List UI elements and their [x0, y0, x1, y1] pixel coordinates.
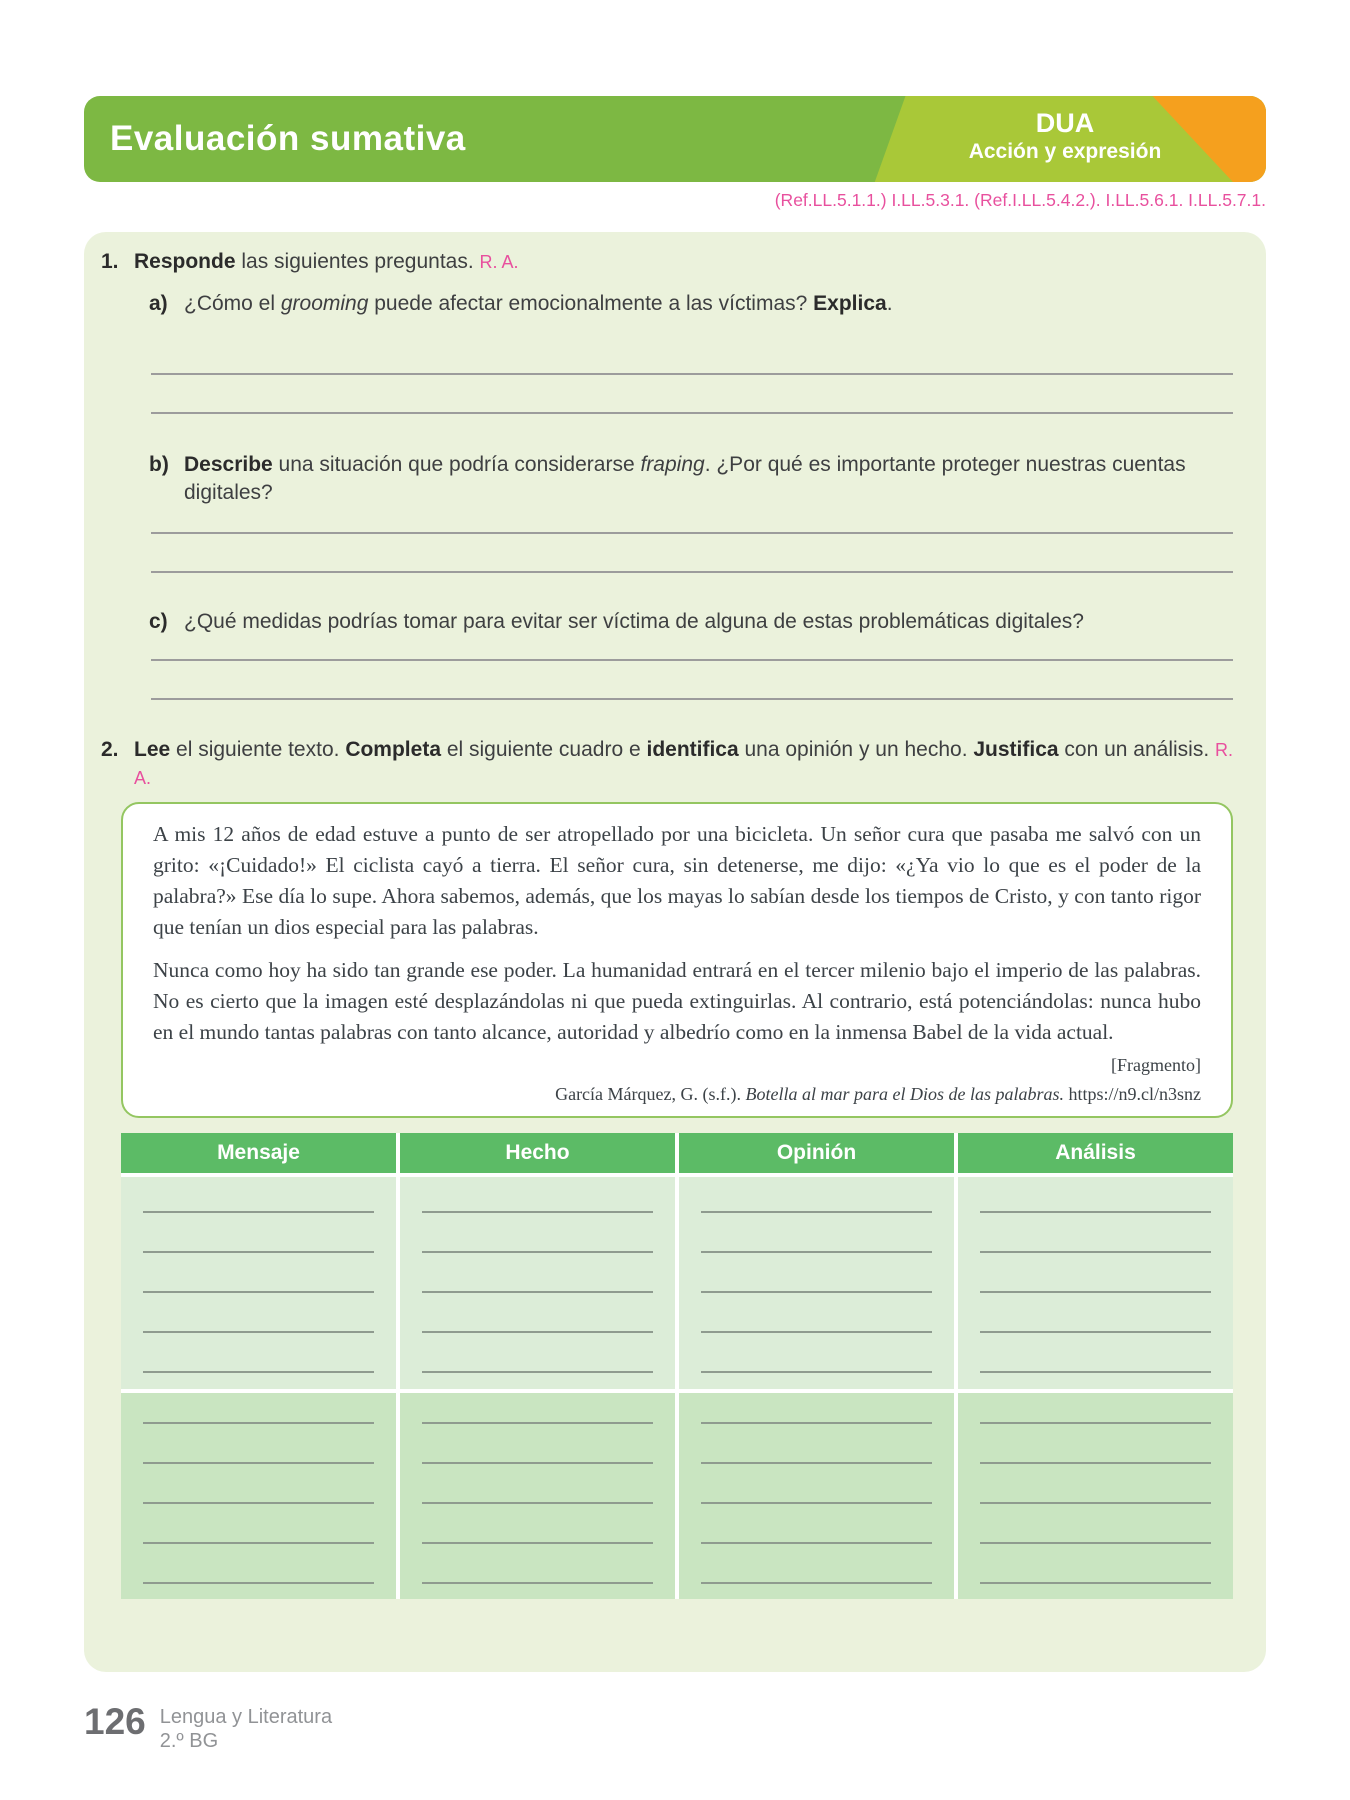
table-cell-row2-opinión [679, 1393, 954, 1599]
curriculum-references: (Ref.LL.5.1.1.) I.LL.5.3.1. (Ref.I.LL.5.4.2.). I.LL.5.6.1. I.LL.5.7.1. [774, 190, 1266, 210]
text-segment: ¿Cómo el [184, 292, 281, 315]
question-1a [149, 290, 1233, 318]
page-title: Evaluación sumativa [110, 119, 466, 158]
passage-paragraph-1: A mis 12 años de edad estuve a punto de ser atropellado por una bicicleta. Un señor cura que pasaba me salvó con un grito: «¡Cuidado!» El ciclista cayó a tierra. El señor cura, sin detenerse, me dijo: «¿Ya vio lo que es el poder de la palabra?» Ese día lo supe. Ahora sabemos, además, que los mayas lo sabían desde los tiempos de Cristo, y con tanto rigor que tenían un dios especial para las palabras. [153, 822, 1201, 939]
question-1c [149, 608, 1233, 636]
table-cell-row1-mensaje [121, 1177, 396, 1389]
text-segment: el siguiente cuadro e [441, 738, 647, 761]
text-segment: R. A. [134, 740, 1234, 788]
writing-line [422, 1177, 653, 1213]
writing-line [151, 375, 1233, 414]
writing-line [701, 1504, 932, 1544]
dua-sublabel: Acción y expresión [968, 140, 1162, 163]
analysis-table [121, 1133, 1233, 1599]
writing-line [980, 1253, 1211, 1293]
text-segment: García Márquez, G. (s.f.). [555, 1084, 746, 1104]
writing-line [980, 1213, 1211, 1253]
text-segment: R. A. [479, 252, 519, 272]
question-1 [101, 248, 1233, 276]
writing-line [143, 1293, 374, 1333]
table-cell-row1-opinión [679, 1177, 954, 1389]
text-segment: grooming [280, 292, 369, 315]
question-1c-label: c) [149, 610, 168, 633]
writing-line [980, 1293, 1211, 1333]
writing-line [143, 1253, 374, 1293]
dua-label: DUA [1035, 108, 1095, 138]
text-segment: fraping [640, 453, 705, 476]
text-segment: Completa [345, 738, 441, 761]
table-header-opinión: Opinión [679, 1133, 954, 1173]
writing-line [422, 1293, 653, 1333]
question-1b-label: b) [149, 453, 169, 476]
writing-line [980, 1544, 1211, 1584]
writing-line [701, 1213, 932, 1253]
writing-line [143, 1504, 374, 1544]
writing-line [980, 1424, 1211, 1464]
passage-paragraph-2: Nunca como hoy ha sido tan grande ese poder. La humanidad entrará en el tercer milenio bajo el imperio de las palabras. No es cierto que la imagen esté desplazándolas ni que pueda extinguirlas. Al contrario, está potenciándolas: nunca hubo en el mundo tantas palabras con tanto alcance, autoridad y albedrío como en la inmensa Babel de la vida actual. [153, 958, 1201, 1044]
writing-line [143, 1424, 374, 1464]
book-grade: 2.º BG [159, 1730, 219, 1752]
writing-line [701, 1464, 932, 1504]
text-segment: Botella al mar para el Dios de las palabras. [745, 1084, 1064, 1104]
writing-line [701, 1177, 932, 1213]
writing-line [422, 1424, 653, 1464]
table-header-mensaje: Mensaje [121, 1133, 396, 1173]
text-segment: el siguiente texto. [170, 738, 346, 761]
writing-line [701, 1424, 932, 1464]
content-panel [84, 232, 1266, 1672]
text-segment: ¿Qué medidas podrías tomar para evitar ser víctima de alguna de estas problemáticas digitales? [184, 610, 1084, 633]
text-segment: las siguientes preguntas. [241, 250, 480, 273]
text-segment: identifica [646, 738, 739, 761]
dua-badge [915, 108, 1215, 165]
question-1a-answer-area [151, 336, 1233, 414]
writing-line [701, 1333, 932, 1373]
writing-line [980, 1177, 1211, 1213]
text-segment: . ¿Por qué es importante proteger nuestras cuentas digitales? [184, 453, 1186, 504]
table-cell-row1-hecho [400, 1177, 675, 1389]
table-cell-row2-mensaje [121, 1393, 396, 1599]
book-info [160, 1703, 332, 1753]
question-1a-text [184, 290, 1233, 318]
table-header-análisis: Análisis [958, 1133, 1233, 1173]
question-1b-text [184, 451, 1233, 507]
writing-line [422, 1464, 653, 1504]
writing-line [980, 1333, 1211, 1373]
writing-line [143, 1333, 374, 1373]
text-segment: Responde [134, 250, 242, 273]
writing-line [422, 1213, 653, 1253]
question-1c-text [184, 608, 1233, 636]
text-segment: una opinión y un hecho. [738, 738, 974, 761]
text-segment: una situación que podría considerarse [272, 453, 641, 476]
text-segment: Explica [813, 292, 887, 315]
writing-line [980, 1393, 1211, 1424]
writing-line [701, 1544, 932, 1584]
table-header-hecho: Hecho [400, 1133, 675, 1173]
writing-line [143, 1177, 374, 1213]
writing-line [701, 1253, 932, 1293]
text-segment: Describe [184, 453, 273, 476]
page-number: 126 [84, 1701, 146, 1742]
writing-line [422, 1544, 653, 1584]
text-segment: puede afectar emocionalmente a las víctimas? [368, 292, 814, 315]
fragment-label: [Fragmento] [1111, 1055, 1201, 1075]
reading-passage [121, 802, 1233, 1118]
writing-line [151, 661, 1233, 700]
writing-line [980, 1464, 1211, 1504]
text-segment: con un análisis. [1058, 738, 1216, 761]
text-segment: . [886, 292, 893, 315]
table-cell-row2-análisis [958, 1393, 1233, 1599]
question-1-text [134, 248, 1233, 276]
question-2-number: 2. [101, 738, 119, 761]
question-2-text [134, 736, 1233, 792]
writing-line [143, 1213, 374, 1253]
question-1-number: 1. [101, 250, 119, 273]
writing-line [422, 1504, 653, 1544]
source-citation [153, 1083, 1201, 1106]
writing-line [143, 1464, 374, 1504]
table-cell-row2-hecho [400, 1393, 675, 1599]
question-1a-label: a) [149, 292, 168, 315]
question-1b [149, 451, 1233, 507]
writing-line [422, 1333, 653, 1373]
text-segment: https://n9.cl/n3snz [1064, 1084, 1201, 1104]
writing-line [422, 1393, 653, 1424]
writing-line [701, 1293, 932, 1333]
writing-line [701, 1393, 932, 1424]
table-cell-row1-análisis [958, 1177, 1233, 1389]
writing-line [143, 1544, 374, 1584]
writing-line [151, 336, 1233, 375]
writing-line [143, 1393, 374, 1424]
writing-line [422, 1253, 653, 1293]
writing-line [980, 1504, 1211, 1544]
book-subject: Lengua y Literatura [159, 1706, 333, 1728]
writing-line [151, 534, 1233, 573]
text-segment: Justifica [973, 738, 1059, 761]
question-2 [101, 736, 1233, 792]
text-segment: Lee [134, 738, 171, 761]
header-banner [84, 96, 1266, 182]
page-footer [84, 1703, 332, 1753]
